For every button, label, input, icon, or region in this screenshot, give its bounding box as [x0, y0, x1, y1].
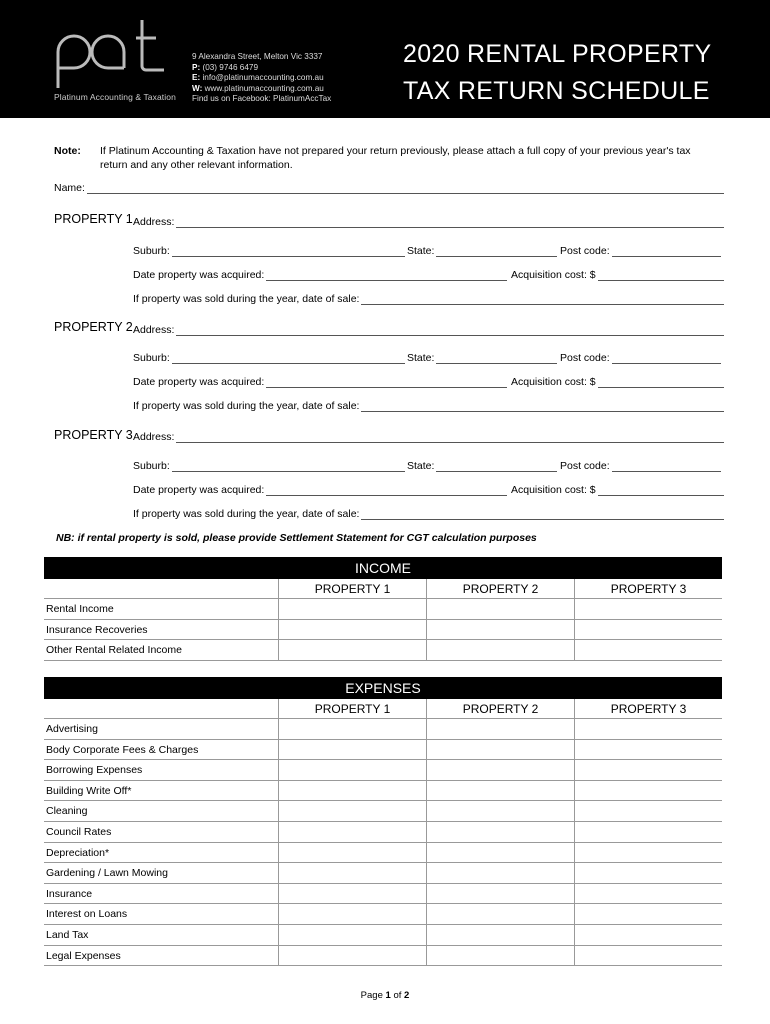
property-3-suburb-field[interactable]: Suburb: — [133, 458, 405, 472]
expenses-col-property-1: PROPERTY 1 — [278, 699, 426, 718]
expenses-col-property-2: PROPERTY 2 — [426, 699, 574, 718]
table-row — [44, 884, 722, 905]
property-2-suburb-field[interactable]: Suburb: — [133, 350, 405, 364]
pat-logo-icon — [52, 18, 182, 90]
income-row-label: Rental Income — [46, 603, 114, 615]
property-2-address-field[interactable]: Address: — [133, 322, 724, 336]
property-3-address-field[interactable]: Address: — [133, 429, 724, 443]
note-text: If Platinum Accounting & Taxation have not prepared your return previously, please attach a full copy of your previous year's tax return and any other relevant information. — [100, 145, 691, 171]
income-row-label: Other Rental Related Income — [46, 644, 182, 657]
income-header-row — [44, 579, 722, 599]
expense-cell[interactable] — [278, 719, 426, 739]
table-row — [44, 925, 722, 946]
expense-cell[interactable] — [426, 781, 574, 801]
expense-row-label: Borrowing Expenses — [46, 764, 143, 777]
expense-cell[interactable] — [574, 904, 722, 924]
expense-cell[interactable] — [574, 884, 722, 904]
page-number: 1 — [385, 990, 391, 1001]
expense-cell[interactable] — [574, 925, 722, 945]
expense-row-label: Building Write Off* — [46, 784, 132, 797]
expense-cell[interactable] — [278, 925, 426, 945]
expenses-table — [44, 677, 722, 966]
property-3-acquisition-cost-field[interactable]: Acquisition cost: $ — [511, 482, 724, 496]
expense-cell[interactable] — [278, 946, 426, 966]
expense-cell[interactable] — [426, 884, 574, 904]
email-line: E: info@platinumaccounting.com.au — [192, 73, 324, 83]
expense-cell[interactable] — [278, 740, 426, 760]
expense-cell[interactable] — [278, 884, 426, 904]
expense-cell[interactable] — [278, 863, 426, 883]
table-row — [44, 599, 722, 620]
page-footer: Page 1 of 2 — [360, 990, 410, 1001]
property-1-address-field[interactable]: Address: — [133, 214, 724, 228]
expense-cell[interactable] — [574, 822, 722, 842]
property-2-acquisition-cost-field[interactable]: Acquisition cost: $ — [511, 374, 724, 388]
table-row — [44, 822, 722, 843]
expense-cell[interactable] — [426, 925, 574, 945]
expense-cell[interactable] — [426, 863, 574, 883]
expense-cell[interactable] — [426, 843, 574, 863]
expense-row-label: Advertising — [46, 723, 98, 735]
expenses-col-property-3: PROPERTY 3 — [574, 699, 722, 718]
company-address: 9 Alexandra Street, Melton Vic 3337 — [192, 52, 323, 61]
income-col-property-1: PROPERTY 1 — [278, 579, 426, 598]
expense-row-label: Interest on Loans — [46, 908, 128, 921]
expense-cell[interactable] — [278, 801, 426, 821]
name-field[interactable] — [54, 180, 724, 194]
expense-cell[interactable] — [426, 740, 574, 760]
property-3-date-acquired-field[interactable]: Date property was acquired: — [133, 482, 507, 496]
income-title: INCOME — [44, 557, 722, 579]
table-row — [44, 760, 722, 781]
income-cell[interactable] — [426, 599, 574, 619]
property-2-label: PROPERTY 2 — [54, 320, 133, 334]
property-1-state-field[interactable]: State: — [407, 243, 557, 257]
document-title: 2020 RENTAL PROPERTY TAX RETURN SCHEDULE — [403, 40, 712, 105]
income-cell[interactable] — [574, 620, 722, 640]
income-cell[interactable] — [574, 640, 722, 660]
table-row — [44, 781, 722, 802]
expense-cell[interactable] — [426, 822, 574, 842]
income-cell[interactable] — [278, 620, 426, 640]
expense-cell[interactable] — [574, 740, 722, 760]
income-col-property-3: PROPERTY 3 — [574, 579, 722, 598]
table-row — [44, 740, 722, 761]
table-row — [44, 843, 722, 864]
expense-cell[interactable] — [278, 781, 426, 801]
expense-cell[interactable] — [574, 760, 722, 780]
expense-cell[interactable] — [278, 822, 426, 842]
expense-row-label: Cleaning — [46, 805, 88, 818]
property-1-label: PROPERTY 1 — [54, 212, 133, 226]
expenses-title: EXPENSES — [44, 677, 722, 699]
income-cell[interactable] — [426, 620, 574, 640]
expense-cell[interactable] — [426, 719, 574, 739]
expense-cell[interactable] — [574, 843, 722, 863]
expenses-header-row — [44, 699, 722, 719]
property-2-date-acquired-field[interactable]: Date property was acquired: — [133, 374, 507, 388]
table-row — [44, 946, 722, 967]
property-1-date-acquired-field[interactable]: Date property was acquired: — [133, 267, 507, 281]
income-cell[interactable] — [278, 640, 426, 660]
company-logo — [52, 18, 182, 108]
expense-cell[interactable] — [278, 760, 426, 780]
table-row — [44, 620, 722, 641]
property-3-date-sold-field[interactable]: If property was sold during the year, date of sale: — [133, 506, 724, 520]
note-label: Note: — [54, 145, 81, 157]
phone-line: P: (03) 9746 6479 — [192, 62, 259, 72]
logo-subtitle: Platinum Accounting & Taxation — [54, 92, 176, 102]
expense-cell[interactable] — [574, 801, 722, 821]
property-1-suburb-field[interactable]: Suburb: — [133, 243, 405, 257]
expense-cell[interactable] — [426, 760, 574, 780]
property-3-label: PROPERTY 3 — [54, 428, 133, 442]
property-2-postcode-field[interactable]: Post code: — [560, 350, 721, 364]
table-row — [44, 719, 722, 740]
property-2-date-sold-field[interactable]: If property was sold during the year, date of sale: — [133, 398, 724, 412]
property-1-acquisition-cost-field[interactable]: Acquisition cost: $ — [511, 267, 724, 281]
table-row — [44, 801, 722, 822]
expense-cell[interactable] — [574, 863, 722, 883]
expense-cell[interactable] — [574, 781, 722, 801]
expense-row-label: Depreciation* — [46, 846, 110, 859]
property-2-state-field[interactable]: State: — [407, 350, 557, 364]
page-header — [0, 0, 770, 118]
settlement-note: NB: if rental property is sold, please provide Settlement Statement for CGT calculation purposes — [56, 532, 537, 544]
property-3-state-field[interactable]: State: — [407, 458, 557, 472]
expense-row-label: Insurance — [46, 887, 93, 900]
income-table — [44, 557, 722, 661]
property-1-date-sold-field[interactable]: If property was sold during the year, date of sale: — [133, 291, 724, 305]
income-cell[interactable] — [574, 599, 722, 619]
expense-row-label: Gardening / Lawn Mowing — [46, 867, 168, 880]
expense-cell[interactable] — [426, 801, 574, 821]
income-cell[interactable] — [426, 640, 574, 660]
expense-row-label: Body Corporate Fees & Charges — [46, 743, 199, 756]
expense-cell[interactable] — [574, 946, 722, 966]
income-cell[interactable] — [278, 599, 426, 619]
expense-cell[interactable] — [426, 904, 574, 924]
expense-cell[interactable] — [278, 904, 426, 924]
expense-cell[interactable] — [278, 843, 426, 863]
property-3-postcode-field[interactable]: Post code: — [560, 458, 721, 472]
table-row — [44, 640, 722, 661]
web-line: W: www.platinumaccounting.com.au — [192, 83, 324, 93]
page-total: 2 — [404, 990, 410, 1001]
expense-row-label: Council Rates — [46, 825, 112, 838]
facebook-line: Find us on Facebook: PlatinumAccTax — [192, 94, 332, 104]
expense-row-label: Legal Expenses — [46, 949, 121, 962]
contact-details — [192, 52, 331, 105]
table-row — [44, 863, 722, 884]
expense-row-label: Land Tax — [46, 928, 89, 941]
expense-cell[interactable] — [426, 946, 574, 966]
name-label: Name: — [54, 182, 85, 194]
table-row — [44, 904, 722, 925]
income-row-label: Insurance Recoveries — [46, 623, 148, 636]
income-col-property-2: PROPERTY 2 — [426, 579, 574, 598]
property-1-postcode-field[interactable]: Post code: — [560, 243, 721, 257]
expense-cell[interactable] — [574, 719, 722, 739]
